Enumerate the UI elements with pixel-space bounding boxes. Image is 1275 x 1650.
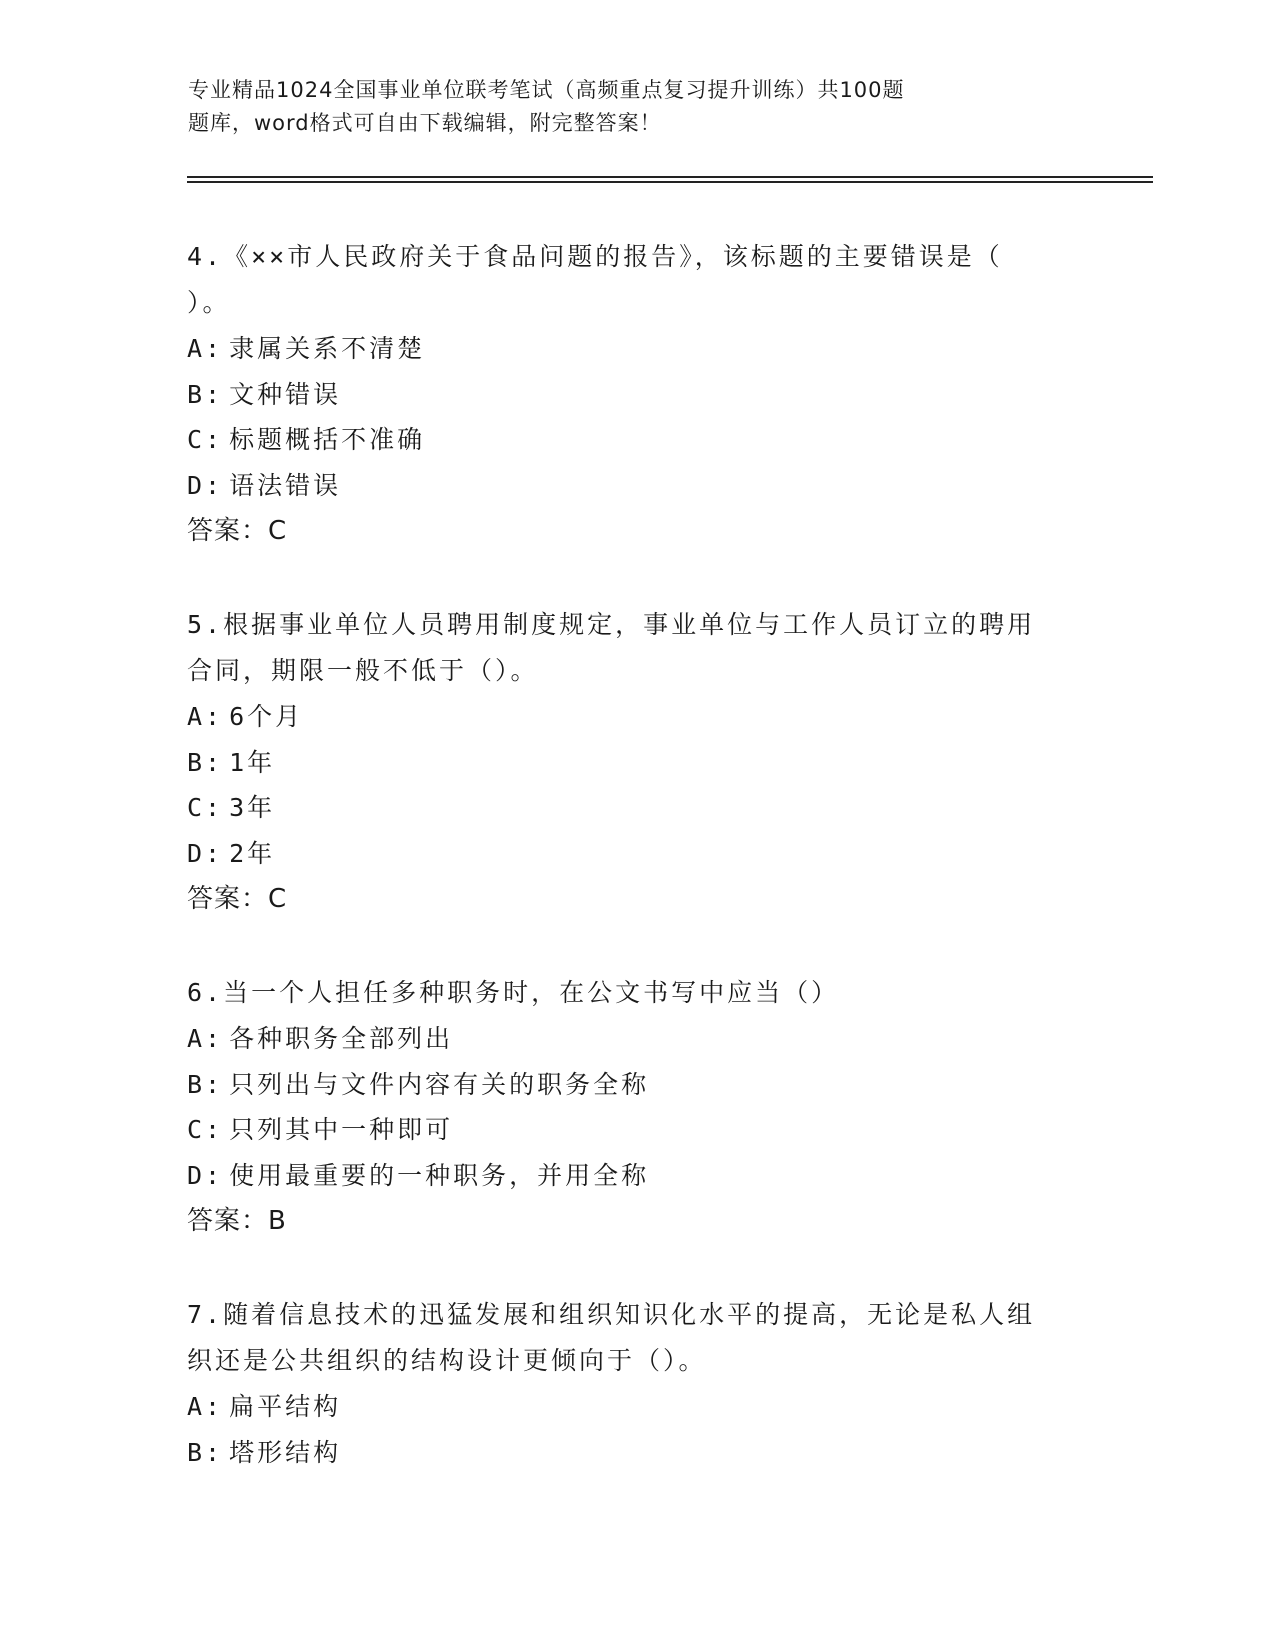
question-text [187, 602, 1067, 694]
option-text: 使用最重要的一种职务，并用全称 [229, 1160, 650, 1190]
question-text [187, 1292, 1067, 1384]
option-key: B: [187, 747, 224, 777]
question-7 [187, 1292, 1067, 1475]
option-key: A: [187, 334, 224, 363]
option-text: 标题概括不准确 [229, 425, 426, 454]
question-4 [187, 234, 1067, 555]
option-c [187, 1107, 1067, 1153]
question-text-line: 织还是公共组织的结构设计更倾向于（）。 [187, 1346, 707, 1375]
option-c [187, 417, 1067, 463]
header-line-1: 专业精品1024全国事业单位联考笔试（高频重点复习提升训练）共100题 [188, 78, 905, 102]
question-list [187, 234, 1067, 1522]
option-text: 语法错误 [229, 470, 342, 500]
option-d [187, 1153, 1067, 1199]
option-b [187, 372, 1067, 418]
option-key: C: [187, 1115, 224, 1144]
option-b [187, 1062, 1067, 1108]
option-key: D: [187, 838, 224, 868]
option-key: D: [187, 1160, 224, 1190]
option-c [187, 785, 1067, 831]
option-text: 只列出与文件内容有关的职务全称 [229, 1069, 650, 1099]
answer-label: 答案：C [187, 516, 288, 546]
question-text-line: 合同，期限一般不低于（）。 [187, 656, 539, 685]
question-text-line: 4.《××市人民政府关于食品问题的报告》，该标题的主要错误是（ [187, 242, 1003, 271]
option-text: 塔形结构 [229, 1437, 342, 1467]
option-b [187, 1430, 1067, 1476]
option-key: C: [187, 425, 224, 454]
option-text: 3年 [229, 793, 276, 822]
header-line-2: 题库，word格式可自由下载编辑，附完整答案！ [188, 111, 662, 135]
option-text: 扁平结构 [229, 1392, 342, 1421]
option-text: 只列其中一种即可 [229, 1115, 454, 1144]
option-key: A: [187, 1024, 224, 1053]
option-text: 6个月 [229, 702, 304, 731]
question-text-line: 7.随着信息技术的迅猛发展和组织知识化水平的提高，无论是私人组 [187, 1300, 1036, 1329]
question-5 [187, 602, 1067, 923]
answer-label: 答案：B [187, 1206, 287, 1236]
option-text: 1年 [229, 747, 276, 777]
option-key: B: [187, 1437, 224, 1467]
question-text [187, 970, 1067, 1016]
answer-label: 答案：C [187, 884, 288, 914]
option-key: B: [187, 379, 224, 409]
option-a [187, 326, 1067, 372]
option-a [187, 1016, 1067, 1062]
option-key: D: [187, 470, 224, 500]
question-text-line: ）。 [187, 288, 231, 317]
option-key: C: [187, 793, 224, 822]
header-divider-top [187, 176, 1153, 178]
option-text: 各种职务全部列出 [229, 1024, 454, 1053]
header-divider-bottom [187, 181, 1153, 183]
option-b [187, 740, 1067, 786]
option-key: B: [187, 1069, 224, 1099]
option-text: 隶属关系不清楚 [229, 334, 426, 363]
option-a [187, 694, 1067, 740]
option-text: 2年 [229, 838, 276, 868]
question-text-line: 6.当一个人担任多种职务时，在公文书写中应当（） [187, 978, 840, 1007]
option-a [187, 1384, 1067, 1430]
question-text-line: 5.根据事业单位人员聘用制度规定，事业单位与工作人员订立的聘用 [187, 610, 1036, 639]
document-header [188, 74, 1008, 140]
option-key: A: [187, 1392, 224, 1421]
option-text: 文种错误 [229, 379, 342, 409]
option-key: A: [187, 702, 224, 731]
option-d [187, 831, 1067, 877]
option-d [187, 463, 1067, 509]
question-6 [187, 970, 1067, 1245]
question-text [187, 234, 1067, 326]
